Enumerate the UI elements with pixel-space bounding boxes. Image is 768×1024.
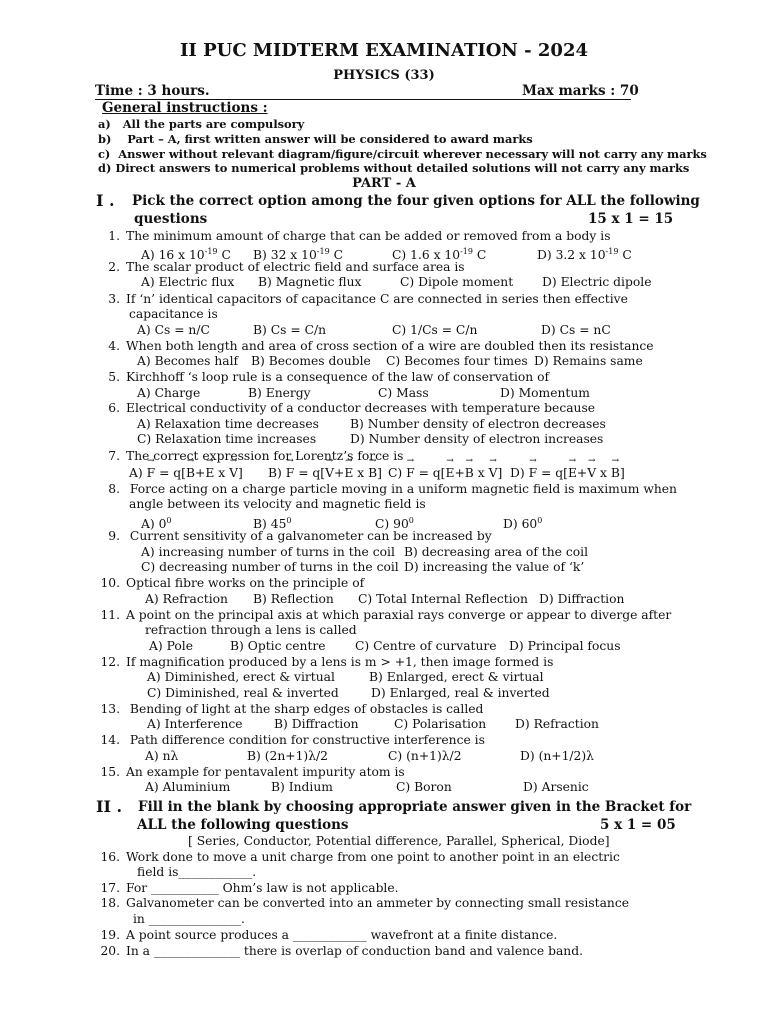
option-d: D) Number density of electron increases — [350, 432, 604, 446]
instruction-item — [98, 132, 533, 147]
option-c: C) Total Internal Reflection — [358, 592, 528, 606]
vector-e: → E — [344, 466, 353, 481]
option-a: A) Cs = n/C — [137, 323, 210, 337]
instruction-text: All the parts are compulsory — [122, 117, 305, 131]
question-text: For ___________ Ohm’s law is not applicable. — [126, 881, 399, 895]
question-text: Galvanometer can be converted into an ammeter by connecting small resistance — [126, 896, 629, 910]
question-text: Path difference condition for constructive interference is — [126, 733, 485, 747]
option-c — [388, 466, 502, 481]
bracket: ] — [377, 466, 382, 480]
subject-title: PHYSICS (33) — [333, 68, 435, 83]
vector-v: → V — [229, 466, 238, 481]
option-c: C) 1/Cs = C/n — [392, 323, 478, 337]
option-b: B) decreasing area of the coil — [404, 545, 589, 559]
instruction-label: d) — [98, 161, 112, 175]
instruction-text: Part – A, first written answer will be considered to award marks — [127, 132, 533, 146]
max-marks-label: Max marks : 70 — [522, 83, 639, 99]
question-text: Optical fibre works on the principle of — [126, 576, 365, 590]
section-1-instruction-cont: questions — [134, 211, 208, 227]
question-17 — [100, 881, 399, 896]
option-b: B) Energy — [248, 386, 311, 400]
question-7 — [100, 449, 403, 464]
bracket: ] — [619, 466, 625, 480]
vector-f: → F — [529, 466, 538, 481]
question-8 — [100, 482, 677, 497]
option-b: B) Enlarged, erect & virtual — [369, 670, 544, 684]
question-number: 5. — [108, 370, 120, 384]
exam-title: II PUC MIDTERM EXAMINATION - 2024 — [180, 40, 588, 61]
option-c: C) Boron — [396, 780, 452, 794]
question-12 — [100, 655, 553, 670]
option-label: D) — [510, 466, 525, 480]
option-b: B) Magnetic flux — [258, 275, 362, 289]
option-a: A) Diminished, erect & virtual — [147, 670, 335, 684]
degree: 0 — [286, 516, 292, 525]
question-text: Force acting on a charge particle moving in a uniform magnetic field is maximum when — [126, 482, 677, 496]
degree: 0 — [408, 516, 414, 525]
plus: + — [576, 466, 588, 480]
question-text: The correct expression for Lorentz’s force is — [126, 449, 404, 463]
option-d — [510, 466, 625, 481]
option-a: A) Relaxation time decreases — [137, 417, 319, 431]
question-18 — [100, 896, 629, 911]
degree: 0 — [537, 516, 543, 525]
question-number: 1. — [108, 229, 120, 243]
plus: + — [334, 466, 345, 480]
instruction-text: Answer without relevant diagram/figure/circuit wherever necessary will not carry any marks — [118, 147, 707, 161]
option-a: A) Refraction — [145, 592, 228, 606]
option-c: C) Centre of curvature — [355, 639, 497, 653]
question-text: A point on the principal axis at which paraxial rays converge or appear to diverge after — [126, 608, 672, 622]
option-text: D) 60 — [503, 517, 538, 532]
option-b: B) Indium — [271, 780, 333, 794]
equals: = q[ — [294, 466, 326, 480]
question-text: Kirchhoff ‘s loop rule is a consequence of the law of conservation of — [126, 370, 550, 384]
vector-b: → B — [186, 466, 195, 481]
vector-e: → E — [205, 466, 214, 481]
equals: = q[ — [537, 466, 568, 480]
option-text: C) 1.6 x 10 — [392, 248, 461, 263]
option-d: D) Diffraction — [539, 592, 625, 606]
option-d: D) Remains same — [534, 354, 643, 368]
option-a: A) Aluminium — [145, 780, 231, 794]
question-text: The scalar product of electric field and surface area is — [126, 260, 465, 274]
question-text: If magnification produced by a lens is m > +1, then image formed is — [126, 655, 554, 669]
option-d: D) Enlarged, real & inverted — [371, 686, 550, 700]
exponent: -19 — [204, 247, 218, 256]
option-d: D) Arsenic — [523, 780, 589, 794]
question-number: 10. — [100, 576, 120, 590]
question-text: An example for pentavalent impurity atom is — [126, 765, 405, 779]
option-b: B) Becomes double — [251, 354, 371, 368]
question-11 — [100, 608, 671, 623]
question-text: A point source produces a ____________ wavefront at a finite distance. — [126, 928, 558, 942]
question-number: 9. — [108, 529, 120, 543]
cross: x — [473, 466, 489, 480]
option-d: D) Electric dipole — [542, 275, 652, 289]
option-unit: C — [217, 248, 231, 263]
question-10 — [100, 576, 364, 591]
option-label: C) — [388, 466, 403, 480]
question-text: When both length and area of cross section of a wire are doubled then its resistance — [126, 339, 654, 353]
vector-b: → B — [611, 466, 620, 481]
option-a: A) Interference — [147, 717, 243, 731]
question-8-cont: angle between its velocity and magnetic field is — [129, 497, 426, 511]
question-13 — [100, 702, 483, 717]
option-b: B) Reflection — [253, 592, 334, 606]
cross: x — [353, 466, 369, 480]
option-d: D) Principal focus — [509, 639, 621, 653]
section-1-instruction: Pick the correct option among the four given options for ALL the following — [132, 193, 700, 209]
option-unit: C — [329, 248, 344, 263]
question-number: 16. — [100, 850, 120, 864]
option-a: A) nλ — [145, 749, 179, 763]
question-number: 12. — [100, 655, 120, 669]
vector-v: → V — [325, 466, 334, 481]
cross: x — [596, 466, 611, 480]
option-label: A) — [129, 466, 143, 480]
equals: = q[ — [155, 466, 186, 480]
option-c: C) Diminished, real & inverted — [147, 686, 339, 700]
question-number: 8. — [108, 482, 120, 496]
question-number: 15. — [100, 765, 120, 779]
option-b: B) Cs = C/n — [253, 323, 327, 337]
degree: 0 — [166, 516, 172, 525]
vector-f: → F — [147, 466, 156, 481]
option-b: B) Optic centre — [230, 639, 326, 653]
bracket: ] — [237, 466, 243, 480]
question-number: 7. — [108, 449, 120, 463]
option-text: A) 0 — [141, 517, 167, 532]
question-number: 13. — [100, 702, 120, 716]
option-unit: C — [618, 248, 632, 263]
equals: = q[ — [414, 466, 446, 480]
vector-v: → V — [587, 466, 596, 481]
section-1-numeral: I . — [96, 191, 115, 210]
option-d: D) Momentum — [500, 386, 590, 400]
option-text: C) 90 — [375, 517, 409, 532]
question-9 — [100, 529, 492, 544]
question-number: 6. — [108, 401, 120, 415]
instruction-item — [98, 161, 689, 176]
question-text: If ‘n’ identical capacitors of capacitance C are connected in series then effective — [126, 292, 628, 306]
option-d — [537, 244, 632, 263]
option-text: A) 16 x 10 — [141, 248, 205, 263]
option-d: D) Refraction — [515, 717, 599, 731]
question-18-cont: in _______________. — [133, 912, 245, 926]
option-c: C) (n+1)λ/2 — [388, 749, 462, 763]
question-14 — [100, 733, 485, 748]
instruction-label: b) — [98, 132, 112, 146]
vector-f: → F — [286, 466, 295, 481]
instructions-title: General instructions : — [102, 100, 268, 116]
cross: x — [214, 466, 230, 480]
question-text: Work done to move a unit charge from one point to another point in an electric — [126, 850, 620, 864]
option-c: C) Polarisation — [394, 717, 487, 731]
question-11-cont: refraction through a lens is called — [145, 623, 357, 637]
exponent: -19 — [605, 247, 619, 256]
question-text: Electrical conductivity of a conductor decreases with temperature because — [126, 401, 596, 415]
vector-v: → V — [489, 466, 498, 481]
option-text: D) 3.2 x 10 — [537, 248, 606, 263]
section-2-instruction: Fill in the blank by choosing appropriate answer given in the Bracket for — [138, 799, 692, 815]
part-a-title: PART - A — [352, 176, 416, 191]
instruction-label: c) — [98, 147, 111, 161]
answer-bracket: [ Series, Conductor, Potential difference, Parallel, Spherical, Diode] — [188, 834, 610, 848]
question-16 — [100, 850, 620, 865]
question-number: 3. — [108, 292, 120, 306]
section-2-marks: 5 x 1 = 05 — [600, 817, 676, 833]
question-text: Current sensitivity of a galvanometer can be increased by — [126, 529, 492, 543]
option-d: D) increasing the value of ‘k’ — [404, 560, 585, 574]
section-2-instruction-cont: ALL the following questions — [137, 817, 349, 833]
question-19 — [100, 928, 557, 943]
vector-f: → F — [406, 466, 415, 481]
vector-b: → B — [465, 466, 474, 481]
option-b — [268, 466, 382, 481]
question-20 — [100, 944, 583, 959]
instruction-item — [98, 117, 304, 132]
question-number: 17. — [100, 881, 120, 895]
option-a: A) Electric flux — [141, 275, 235, 289]
question-number: 14. — [100, 733, 120, 747]
option-c: C) Relaxation time increases — [137, 432, 317, 446]
option-a: A) Charge — [137, 386, 201, 400]
option-c: C) Dipole moment — [400, 275, 514, 289]
option-a: A) increasing number of turns in the coil — [141, 545, 395, 559]
option-c: C) Mass — [378, 386, 429, 400]
option-c: C) decreasing number of turns in the coil — [141, 560, 399, 574]
option-text: B) 45 — [253, 517, 287, 532]
option-a — [129, 466, 243, 481]
question-number: 20. — [100, 944, 120, 958]
option-d: D) Cs = nC — [541, 323, 611, 337]
vector-e: → E — [445, 466, 454, 481]
exponent: -19 — [460, 247, 473, 256]
time-label: Time : 3 hours. — [95, 83, 210, 99]
question-number: 18. — [100, 896, 120, 910]
question-number: 11. — [100, 608, 120, 622]
question-number: 2. — [108, 260, 120, 274]
vector-b: → B — [368, 466, 377, 481]
question-15 — [100, 765, 405, 780]
instruction-label: a) — [98, 117, 111, 131]
plus: + — [454, 466, 465, 480]
question-3-cont: capacitance is — [129, 307, 218, 321]
question-text: The minimum amount of charge that can be added or removed from a body is — [126, 229, 611, 243]
option-b: B) (2n+1)λ/2 — [247, 749, 328, 763]
option-label: B) — [268, 466, 282, 480]
instruction-text: Direct answers to numerical problems without detailed solutions will not carry any marks — [115, 161, 690, 175]
question-3 — [100, 292, 628, 307]
question-number: 4. — [108, 339, 120, 353]
question-16-cont: field is____________. — [137, 865, 257, 879]
question-text: Bending of light at the sharp edges of obstacles is called — [126, 702, 484, 716]
question-5 — [100, 370, 549, 385]
question-2 — [100, 260, 465, 275]
option-a: A) Pole — [149, 639, 193, 653]
instruction-item — [98, 147, 707, 162]
option-unit: C — [472, 248, 487, 263]
question-1 — [100, 229, 611, 244]
section-2-numeral: II . — [96, 797, 123, 816]
question-number: 19. — [100, 928, 120, 942]
exponent: -19 — [316, 247, 330, 256]
option-d — [503, 513, 542, 532]
question-4 — [100, 339, 654, 354]
vector-e: → E — [568, 466, 577, 481]
section-1-marks: 15 x 1 = 15 — [588, 211, 674, 227]
option-b: B) Diffraction — [274, 717, 359, 731]
option-text: B) 32 x 10 — [253, 248, 317, 263]
option-b: B) Number density of electron decreases — [350, 417, 606, 431]
question-6 — [100, 401, 595, 416]
option-c: C) Becomes four times — [386, 354, 528, 368]
option-d: D) (n+1/2)λ — [520, 749, 594, 763]
bracket: ] — [497, 466, 503, 480]
option-a: A) Becomes half — [137, 354, 239, 368]
plus: + — [195, 466, 206, 480]
question-text: In a ______________ there is overlap of conduction band and valence band. — [126, 944, 583, 958]
